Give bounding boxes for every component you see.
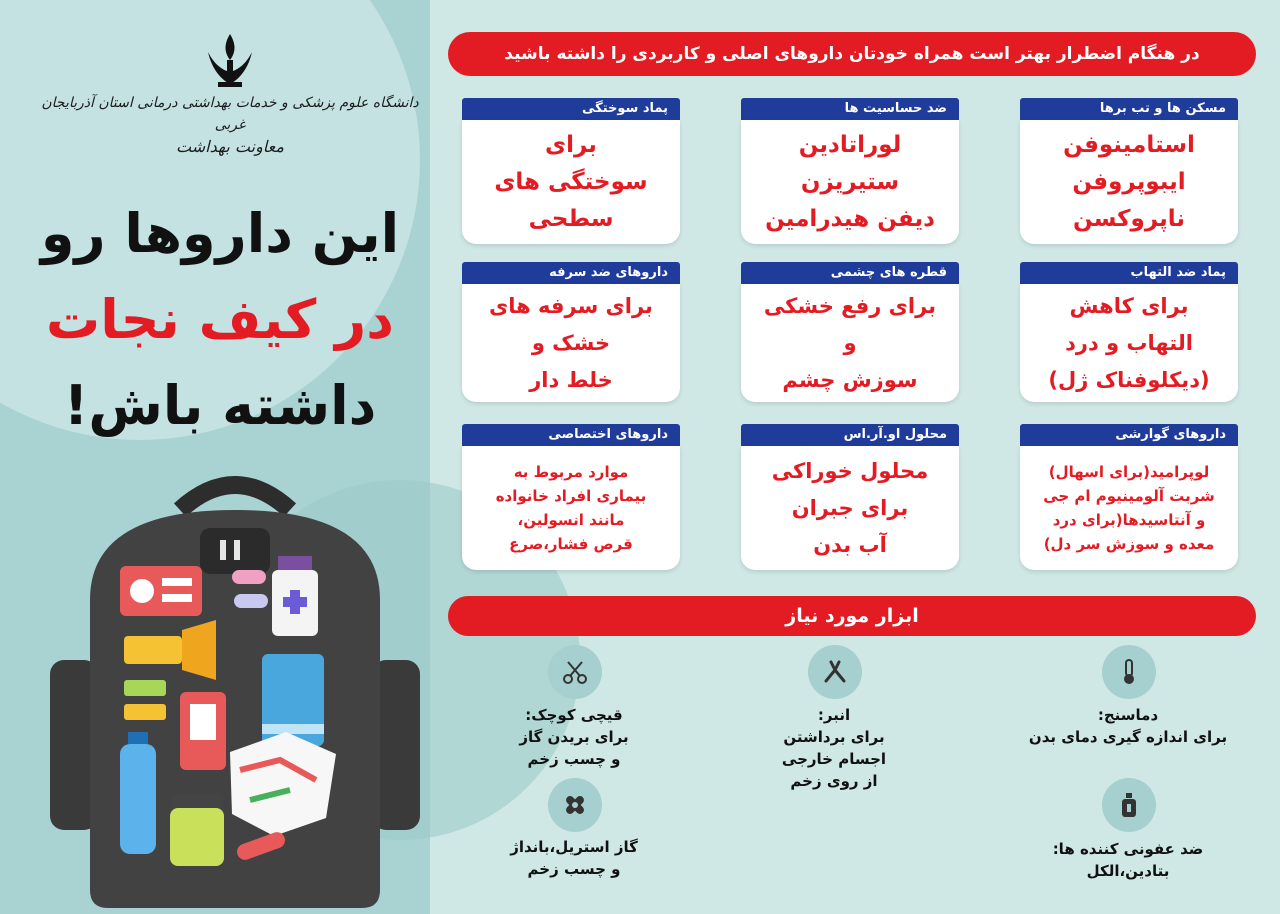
- card-line: سوختگی های: [494, 168, 648, 195]
- medicine-card-digestive: [1020, 424, 1238, 570]
- tool-line: ضد عفونی کننده ها:: [1052, 840, 1204, 858]
- tools-banner: ابزار مورد نیاز: [448, 596, 1256, 636]
- card-body: [462, 446, 680, 570]
- card-line: مانند انسولین،: [517, 511, 625, 529]
- medicine-card-eye-drops: [741, 262, 959, 402]
- card-line: معده و سوزش سر دل): [1043, 535, 1215, 553]
- tool-line: برای بریدن گاز: [519, 728, 629, 746]
- card-line: لوراتادین: [798, 131, 902, 158]
- card-body: [741, 284, 959, 402]
- tool-line: انبر:: [817, 706, 851, 724]
- card-line: ایبوپروفن: [1072, 168, 1186, 195]
- tool-line: گاز استریل،بانداژ: [510, 838, 638, 856]
- tool-line: از روی زخم: [790, 772, 878, 790]
- scissors-icon: [548, 645, 602, 699]
- card-line: لوپرامید(برای اسهال): [1048, 463, 1210, 481]
- backpack-illustration: [40, 470, 430, 910]
- card-line: خلط دار: [529, 367, 613, 392]
- sanitizer-icon: [1102, 778, 1156, 832]
- headline-line-2: در کیف نجات: [46, 288, 394, 351]
- card-line: و: [843, 330, 857, 355]
- headline-line-3: داشته باش!: [63, 374, 377, 437]
- tool-line: دماسنج:: [1097, 706, 1159, 724]
- card-line: استامینوفن: [1063, 131, 1195, 158]
- tool-line: بتادین،الکل: [1086, 862, 1170, 880]
- card-line: شربت آلومینیوم ام جی: [1043, 487, 1215, 505]
- card-line: برای کاهش: [1069, 293, 1189, 318]
- card-line: برای رفع خشکی: [763, 293, 937, 318]
- medicine-card-anti-inflammatory: [1020, 262, 1238, 402]
- card-line: التهاب و درد: [1065, 330, 1193, 355]
- card-line: سطحی: [528, 205, 614, 232]
- card-line: برای جبران: [791, 495, 909, 520]
- tool-line: برای برداشتن: [783, 728, 885, 746]
- card-title: پماد ضد التهاب: [1020, 262, 1238, 284]
- card-title: پماد سوختگی: [462, 98, 680, 120]
- tool-bandage: [454, 836, 694, 880]
- tool-line: برای اندازه گیری دمای بدن: [1028, 728, 1228, 746]
- medicine-card-specific: [462, 424, 680, 570]
- card-line: دیفن هیدرامین: [765, 205, 935, 232]
- university-name: دانشگاه علوم پزشکی و خدمات بهداشتی درمانی استان آذربایجان غربی: [41, 95, 419, 133]
- card-line: محلول خوراکی: [771, 458, 929, 483]
- tool-thermometer: [1008, 704, 1248, 748]
- card-line: برای: [545, 131, 597, 158]
- card-line: ناپروکسن: [1073, 205, 1185, 232]
- card-title: داروهای ضد سرفه: [462, 262, 680, 284]
- bandage-icon: [548, 778, 602, 832]
- card-line: و آنتاسیدها(برای درد: [1052, 511, 1206, 529]
- tool-line: و چسب زخم: [527, 750, 621, 768]
- headline-line-1: این داروها رو: [40, 202, 400, 265]
- card-body: [1020, 446, 1238, 570]
- card-line: ستیریزن: [800, 168, 900, 195]
- pliers-icon: [808, 645, 862, 699]
- card-line: (دیکلوفناک ژل): [1048, 367, 1210, 392]
- card-title: مسکن ها و تب برها: [1020, 98, 1238, 120]
- medicine-card-ors: [741, 424, 959, 570]
- tool-line: اجسام خارجی: [781, 750, 887, 768]
- card-body: [741, 120, 959, 244]
- card-body: [1020, 284, 1238, 402]
- card-body: [1020, 120, 1238, 244]
- tool-sanitizer: [1008, 838, 1248, 882]
- card-line: قرص فشار،صرع: [509, 535, 633, 553]
- card-line: سوزش چشم: [782, 367, 918, 392]
- card-line: آب بدن: [813, 532, 887, 557]
- medicine-card-burn-ointment: [462, 98, 680, 244]
- tool-line: قیچی کوچک:: [525, 706, 623, 724]
- medicine-card-cough: [462, 262, 680, 402]
- card-line: موارد مربوط به: [513, 463, 629, 481]
- tool-scissors: [454, 704, 694, 770]
- card-title: محلول او.آر.اس: [741, 424, 959, 446]
- card-line: خشک و: [531, 330, 611, 355]
- medicine-card-painkillers: [1020, 98, 1238, 244]
- tool-pliers: [714, 704, 954, 792]
- card-body: [462, 284, 680, 402]
- top-banner: در هنگام اضطرار بهتر است همراه خودتان داروهای اصلی و کاربردی را داشته باشید: [448, 32, 1256, 76]
- card-body: [741, 446, 959, 570]
- card-line: برای سرفه های: [489, 293, 653, 318]
- card-title: داروهای گوارشی: [1020, 424, 1238, 446]
- thermometer-icon: [1102, 645, 1156, 699]
- card-title: ضد حساسیت ها: [741, 98, 959, 120]
- university-name-block: [40, 92, 420, 158]
- medicine-card-antihistamines: [741, 98, 959, 244]
- university-logo-icon: [200, 30, 260, 90]
- card-title: قطره های چشمی: [741, 262, 959, 284]
- card-body: [462, 120, 680, 244]
- card-title: داروهای اختصاصی: [462, 424, 680, 446]
- card-line: بیماری افراد خانواده: [495, 487, 647, 505]
- department-name: معاونت بهداشت: [176, 137, 284, 156]
- tool-line: و چسب زخم: [527, 860, 621, 878]
